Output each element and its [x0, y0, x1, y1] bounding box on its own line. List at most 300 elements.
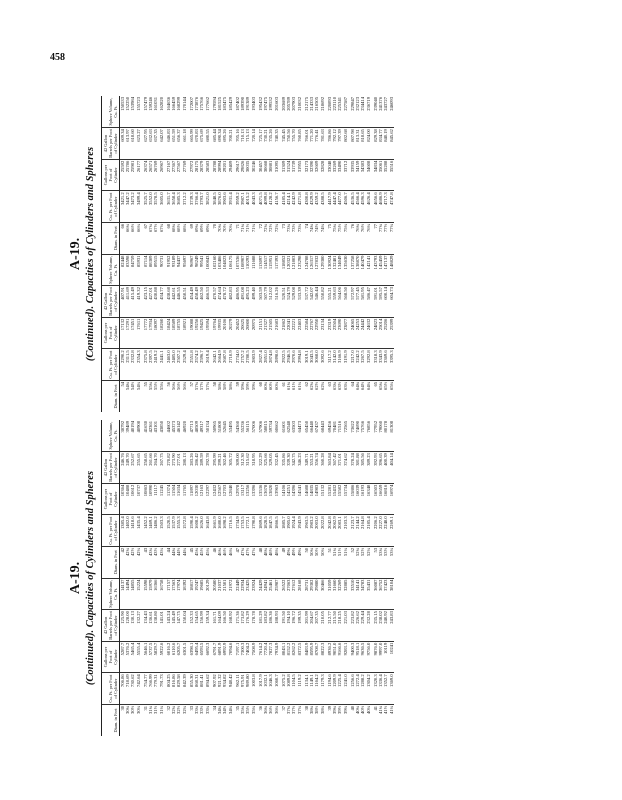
- table-cell: 442.61: [171, 286, 176, 318]
- table-cell: 2780.5: [245, 349, 250, 381]
- table-cell: 11117: [153, 483, 158, 515]
- table-cell: 83598: [125, 254, 130, 286]
- table-cell: 215.50: [332, 610, 337, 642]
- table-cell: 30457: [256, 159, 263, 191]
- table-cell: 329.05: [268, 452, 273, 484]
- table-cell: 3848.5: [210, 191, 217, 223]
- table-cell: 76½: [360, 222, 365, 254]
- table-cell: 11634: [176, 483, 181, 515]
- table-cell: 72¼: [263, 222, 268, 254]
- table-cell: 1119.2: [297, 673, 302, 705]
- table-cell: 156.99: [199, 610, 204, 642]
- table-cell: 19247: [194, 578, 199, 610]
- table-cell: 35061: [378, 159, 383, 191]
- table-cell: 1241.0: [343, 673, 348, 705]
- table-cell: 64: [350, 381, 355, 387]
- table-cell: 154.65: [194, 610, 199, 642]
- table-cell: 7404.2: [245, 641, 250, 673]
- table-cell: 1847.5: [268, 515, 273, 547]
- table-cell: 32609: [314, 159, 319, 191]
- table-cell: 2463.0: [164, 349, 171, 381]
- table-cell: 246093: [389, 96, 394, 128]
- table-cell: 1734.9: [233, 515, 240, 547]
- table-cell: 16503: [371, 483, 378, 515]
- table-row: [389, 420, 394, 736]
- table-cell: 3395.3: [389, 349, 394, 381]
- table-cell: 18392: [182, 578, 187, 610]
- table-cell: 161031: [153, 96, 158, 128]
- table-cell: 491.08: [240, 286, 245, 318]
- table-cell: 26522: [279, 578, 286, 610]
- table-cell: 68¾: [182, 222, 187, 254]
- table-row: [348, 96, 355, 412]
- table-cell: 74¾: [320, 222, 325, 254]
- column-header: Sphere Volume, Cu. Ft.: [102, 254, 120, 286]
- table-cell: 186.36: [268, 610, 273, 642]
- table-cell: 232123: [355, 96, 360, 128]
- table-cell: 2619.4: [205, 349, 210, 381]
- table-cell: 19256: [194, 317, 199, 349]
- table-cell: 25592: [120, 159, 126, 191]
- table-cell: 26571: [148, 159, 153, 191]
- table-cell: 9997.0: [378, 641, 383, 673]
- table-cell: 15432: [332, 483, 337, 515]
- column-header: Sphere Volume, Cu. Ft.: [102, 96, 120, 128]
- table-cell: 19088: [187, 317, 194, 349]
- table-cell: 23425: [245, 578, 250, 610]
- table-cell: 555.21: [325, 286, 332, 318]
- table-cell: 4015.2: [245, 191, 250, 223]
- table-cell: 7827.3: [268, 641, 273, 673]
- table-cell: 15734: [343, 483, 348, 515]
- table-cell: 834.77: [378, 128, 383, 160]
- table-cell: 4506.7: [343, 191, 348, 223]
- table-cell: 138.80: [153, 610, 158, 642]
- table-cell: 45¾: [205, 546, 210, 578]
- table-cell: 27567: [176, 159, 181, 191]
- table-cell: 16039: [355, 483, 360, 515]
- table-cell: 28175: [194, 159, 199, 191]
- table-cell: 9051.0: [332, 641, 337, 673]
- table-row: [325, 96, 332, 412]
- table-cell: 312.30: [240, 452, 245, 484]
- table-cell: 20800: [245, 317, 250, 349]
- table-cell: 462.50: [199, 286, 204, 318]
- table-cell: 43: [141, 546, 148, 578]
- table-cell: 141.01: [159, 610, 164, 642]
- table-cell: 39¼: [332, 705, 338, 714]
- table-cell: 14106: [279, 483, 286, 515]
- table-cell: 5737.5: [148, 641, 153, 673]
- table-cell: 75766: [360, 420, 365, 452]
- table-cell: 30881: [268, 159, 273, 191]
- table-cell: 13963: [274, 483, 279, 515]
- table-cell: 46½: [222, 546, 227, 578]
- table-cell: 150.04: [182, 610, 187, 642]
- table-cell: 9166.6: [337, 641, 342, 673]
- table-cell: 627.95: [141, 128, 148, 160]
- table-cell: 59: [235, 381, 240, 387]
- table-cell: 130.13: [130, 610, 135, 642]
- table-cell: 3959.2: [233, 191, 240, 223]
- table-cell: 8822.3: [320, 641, 325, 673]
- table-cell: 216505: [314, 96, 319, 128]
- column-header: 42 Gallon Barrels per Foot of Cylinder: [103, 453, 118, 482]
- table-cell: 17132: [120, 317, 126, 349]
- table-cell: 7720.4: [263, 641, 268, 673]
- table-cell: 267.75: [159, 452, 164, 484]
- table-cell: 367.42: [332, 452, 337, 484]
- table-cell: 28168: [297, 578, 302, 610]
- table-cell: 76¾: [366, 222, 371, 254]
- table-cell: 77¼: [378, 222, 383, 254]
- table-cell: 495.23: [245, 286, 250, 318]
- table-cell: 4359.2: [314, 191, 319, 223]
- left-page: [64, 420, 564, 736]
- table-cell: 172007: [187, 96, 194, 128]
- table-cell: 18817: [187, 578, 194, 610]
- table-row: [371, 96, 378, 412]
- table-cell: 2574.2: [194, 349, 199, 381]
- table-cell: 381.88: [355, 452, 360, 484]
- table-cell: 339.30: [286, 452, 291, 484]
- table-cell: 168299: [176, 96, 181, 128]
- table-cell: 32½: [176, 705, 182, 714]
- table-cell: 38½: [314, 705, 320, 714]
- table-cell: 43850: [159, 420, 164, 452]
- table-cell: 5922.6: [159, 641, 164, 673]
- table-cell: 52¾: [366, 546, 371, 578]
- table-row: [325, 420, 332, 736]
- table-cell: 59¾: [250, 381, 256, 390]
- table-cell: 392.93: [371, 452, 378, 484]
- table-cell: 30: [120, 705, 125, 711]
- table-cell: 586.47: [366, 286, 371, 318]
- table-cell: 21972: [228, 578, 233, 610]
- table-cell: 474.64: [217, 286, 222, 318]
- table-cell: 14835: [309, 483, 314, 515]
- table-cell: 15224: [136, 578, 141, 610]
- table-cell: 258.65: [141, 452, 148, 484]
- table-cell: 613.97: [125, 128, 130, 160]
- table-cell: 1503.3: [159, 515, 164, 547]
- table-cell: 18260: [159, 317, 164, 349]
- table-cell: 67437: [314, 420, 319, 452]
- table-cell: 185429: [228, 96, 233, 128]
- table-cell: 214333: [309, 96, 314, 128]
- table-cell: 4214.1: [286, 191, 291, 223]
- table-cell: 62¼: [309, 381, 315, 390]
- table-cell: 41¼: [378, 705, 384, 714]
- table-cell: 1716.5: [228, 515, 233, 547]
- table-cell: 171.36: [233, 610, 240, 642]
- table-cell: 21683: [274, 317, 279, 349]
- table-cell: 8152.2: [286, 641, 291, 673]
- table-cell: 450.51: [182, 286, 187, 318]
- table-cell: 107536: [233, 254, 240, 286]
- table-cell: 67: [141, 222, 148, 254]
- table-row: [187, 420, 194, 736]
- table-cell: 218.25: [337, 610, 342, 642]
- table-cell: 6016.2: [164, 641, 171, 673]
- table-cell: 786.86: [325, 128, 332, 160]
- table-cell: 63: [327, 381, 332, 387]
- table-cell: 2123.7: [348, 515, 355, 547]
- table-cell: 6495.4: [194, 641, 199, 673]
- table-cell: 600.14: [383, 286, 388, 318]
- table-cell: 17157: [164, 578, 171, 610]
- table-cell: 1520.5: [164, 515, 171, 547]
- table-cell: 710.13: [240, 128, 245, 160]
- table-cell: 75¾: [343, 222, 348, 254]
- table-cell: 65½: [383, 381, 389, 390]
- table-cell: 12567: [217, 483, 222, 515]
- table-cell: 434.77: [159, 286, 164, 318]
- table-cell: 651.59: [171, 128, 176, 160]
- table-cell: 34608: [366, 159, 371, 191]
- table-cell: 2642.1: [210, 349, 217, 381]
- table-cell: 24941: [263, 578, 268, 610]
- table-cell: 236719: [366, 96, 371, 128]
- table-cell: 3142.0: [332, 349, 337, 381]
- table-cell: 292.78: [205, 452, 210, 484]
- table-row: [233, 96, 240, 412]
- table-cell: 2664.9: [217, 349, 222, 381]
- table-cell: 1209.9: [332, 673, 337, 705]
- table-cell: 204.67: [309, 610, 314, 642]
- table-cell: 218692: [320, 96, 325, 128]
- table-cell: 59¼: [240, 381, 246, 390]
- table-cell: 44602: [164, 420, 171, 452]
- table-cell: 11374: [164, 483, 171, 515]
- table-cell: 249.70: [125, 452, 130, 484]
- table-cell: 389.23: [366, 452, 371, 484]
- table-cell: 40¼: [355, 705, 361, 714]
- table-cell: 193403: [251, 96, 256, 128]
- table-cell: 47: [233, 546, 240, 578]
- table-cell: 31660: [332, 578, 337, 610]
- table-cell: 45¼: [194, 546, 199, 578]
- table-cell: 283.26: [187, 452, 194, 484]
- table-cell: 23504: [332, 317, 337, 349]
- table-cell: 12163: [199, 483, 204, 515]
- table-cell: 1469.1: [148, 515, 153, 547]
- table-cell: 13396: [251, 483, 256, 515]
- table-cell: 1017.9: [256, 673, 263, 705]
- table-cell: 62: [304, 381, 309, 387]
- table-cell: 66: [120, 222, 126, 254]
- table-cell: 1060.7: [274, 673, 279, 705]
- table-cell: 507.79: [263, 286, 268, 318]
- table-cell: 2851.0: [263, 349, 268, 381]
- table-cell: 20106: [222, 317, 227, 349]
- table-cell: 53½: [383, 546, 388, 578]
- table-cell: 1809.6: [256, 515, 263, 547]
- table-cell: 100843: [205, 254, 210, 286]
- table-cell: 4417.9: [325, 191, 332, 223]
- table-cell: 43101: [153, 420, 158, 452]
- table-cell: 183.82: [263, 610, 268, 642]
- table-cell: 64¼: [355, 381, 361, 390]
- table-cell: 520.51: [279, 286, 286, 318]
- right-page-title: A-19.: [68, 237, 83, 271]
- table-cell: 2062.9: [332, 515, 337, 547]
- table-cell: 226.62: [355, 610, 360, 642]
- table-cell: 57½: [199, 381, 205, 390]
- table-cell: 16366: [153, 578, 158, 610]
- table-cell: 15132: [320, 483, 325, 515]
- table-cell: 754.77: [141, 673, 148, 705]
- table-row: [279, 420, 286, 736]
- table-row: [279, 96, 286, 412]
- table-cell: 17291: [125, 317, 130, 349]
- table-cell: 572.97: [348, 286, 355, 318]
- table-cell: 20452: [233, 317, 240, 349]
- table-cell: 322.29: [256, 452, 263, 484]
- table-cell: 91952: [164, 254, 171, 286]
- table-cell: 17563: [171, 578, 176, 610]
- column-header: Diam. in Feet: [102, 546, 120, 578]
- table-cell: 66440: [309, 420, 314, 452]
- table-row: [256, 96, 263, 412]
- table-cell: 34¾: [227, 705, 233, 714]
- table-cell: 7614.2: [256, 641, 263, 673]
- table-cell: 1486.2: [153, 515, 158, 547]
- table-cell: 454.49: [187, 286, 194, 318]
- table-cell: 46¾: [228, 546, 233, 578]
- table-cell: 270.82: [164, 452, 171, 484]
- table-cell: 199532: [268, 96, 273, 128]
- table-cell: 38¾: [319, 705, 325, 714]
- table-cell: 201.99: [302, 610, 309, 642]
- table-cell: 1075.2: [279, 673, 286, 705]
- table-cell: 33048: [325, 159, 332, 191]
- table-cell: 183475: [222, 96, 227, 128]
- table-row: [210, 96, 217, 412]
- table-cell: 41½: [383, 705, 389, 714]
- table-cell: 210032: [297, 96, 302, 128]
- column-header: Diam. in Feet: [102, 222, 120, 254]
- table-cell: 8708.7: [314, 641, 319, 673]
- table-cell: 98249: [194, 254, 199, 286]
- table-cell: 49¼: [286, 546, 291, 578]
- table-cell: 240.92: [383, 610, 388, 642]
- table-cell: 16659: [378, 483, 383, 515]
- table-cell: 68¼: [171, 222, 176, 254]
- table-cell: 7934.9: [274, 641, 279, 673]
- table-cell: 10241: [389, 641, 394, 673]
- table-cell: 32: [166, 705, 171, 711]
- table-cell: 61½: [291, 381, 297, 390]
- table-cell: 69: [187, 222, 194, 254]
- table-cell: 41: [373, 705, 378, 711]
- table-cell: 115951: [268, 254, 273, 286]
- table-cell: 35¾: [250, 705, 256, 714]
- table-cell: 58¾: [227, 381, 233, 390]
- table-cell: 49½: [291, 546, 296, 578]
- table-cell: 23134: [320, 317, 325, 349]
- table-cell: 20580: [210, 578, 217, 610]
- table-cell: 802.68: [343, 128, 348, 160]
- table-cell: 67½: [153, 222, 158, 254]
- table-cell: 407.91: [120, 286, 126, 318]
- table-cell: 363.84: [325, 452, 332, 484]
- table-cell: 2269.1: [389, 515, 394, 547]
- table-cell: 17974: [176, 578, 181, 610]
- table-cell: 1698.2: [222, 515, 227, 547]
- table-cell: 161.71: [210, 610, 217, 642]
- table-cell: 3092.6: [320, 349, 325, 381]
- table-cell: 8372.5: [297, 641, 302, 673]
- table-cell: 23690: [337, 317, 342, 349]
- table-cell: 255.65: [136, 452, 141, 484]
- table-cell: 143.24: [164, 610, 171, 642]
- table-cell: 46: [210, 546, 217, 578]
- table-cell: 2994.8: [297, 349, 302, 381]
- table-cell: 411.69: [125, 286, 130, 318]
- table-cell: 27972: [187, 159, 194, 191]
- table-cell: 868.31: [194, 673, 199, 705]
- table-row: [256, 420, 263, 736]
- table-cell: 1256.6: [348, 673, 355, 705]
- table-cell: 680.55: [205, 128, 210, 160]
- table-cell: 81308: [389, 420, 394, 452]
- table-cell: 31½: [153, 705, 159, 714]
- table-cell: 581.95: [360, 286, 365, 318]
- table-cell: 4477.0: [337, 191, 342, 223]
- table-row: [164, 420, 171, 736]
- table-cell: 129380: [320, 254, 325, 286]
- table-cell: 840.19: [383, 128, 388, 160]
- table-cell: 77½: [383, 222, 388, 254]
- table-cell: 47713: [187, 420, 194, 452]
- table-cell: 68: [164, 222, 171, 254]
- table-cell: 69½: [199, 222, 204, 254]
- table-cell: 43¾: [159, 546, 164, 578]
- table-cell: 3447.2: [125, 191, 130, 223]
- table-cell: 47¾: [251, 546, 256, 578]
- table-cell: 87114: [141, 254, 148, 286]
- table-cell: 38104: [389, 578, 394, 610]
- table-cell: 705.16: [233, 128, 240, 160]
- table-cell: 175766: [199, 96, 204, 128]
- table-cell: 34141: [355, 578, 360, 610]
- table-cell: 550.82: [320, 286, 325, 318]
- table-cell: 157479: [141, 96, 148, 128]
- table-cell: 34159: [355, 159, 360, 191]
- table-cell: 77: [371, 222, 378, 254]
- table-cell: 136.61: [148, 610, 153, 642]
- table-cell: 73¾: [297, 222, 302, 254]
- table-cell: 36¾: [273, 705, 279, 714]
- table-cell: 2003.0: [314, 515, 319, 547]
- table-cell: 85931: [136, 254, 141, 286]
- table-cell: 286.42: [194, 452, 199, 484]
- table-cell: 128.00: [125, 610, 130, 642]
- table-cell: 516.26: [274, 286, 279, 318]
- table-cell: 71516: [337, 420, 342, 452]
- table-cell: 39¾: [342, 705, 348, 714]
- table-cell: 4300.8: [302, 191, 309, 223]
- table-cell: 3217.0: [348, 349, 355, 381]
- table-cell: 52¼: [355, 546, 360, 578]
- table-cell: 20279: [228, 317, 233, 349]
- table-cell: 241376: [378, 96, 383, 128]
- table-cell: 30668: [263, 159, 268, 191]
- table-cell: 80178: [383, 420, 388, 452]
- table-cell: 816.86: [171, 673, 176, 705]
- table-cell: 176.29: [245, 610, 250, 642]
